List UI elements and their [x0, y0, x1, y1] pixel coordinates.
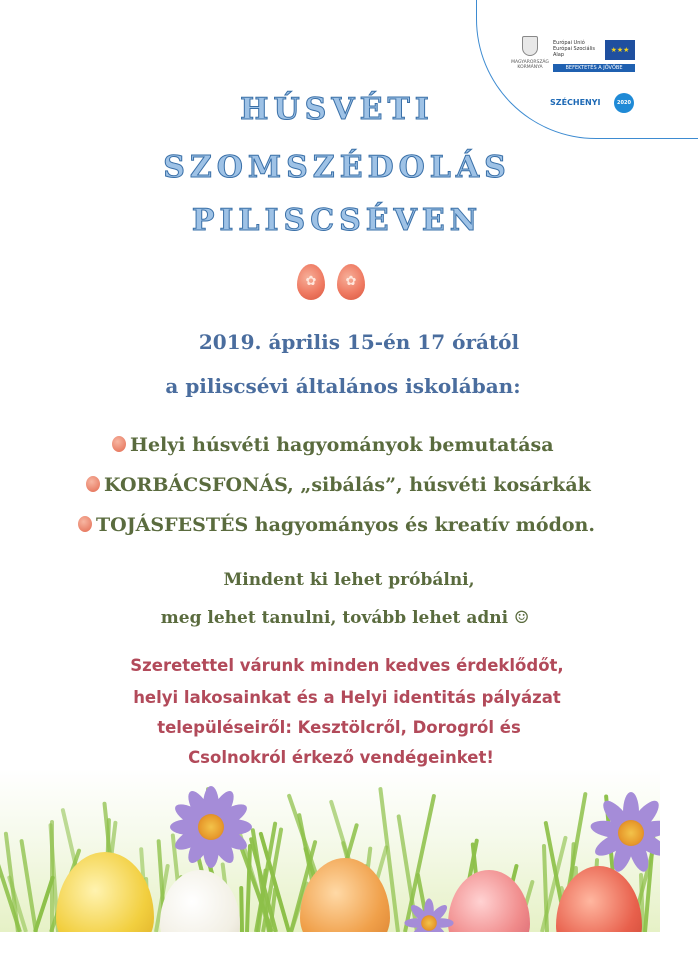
title-line-1: HÚSVÉTI [240, 92, 434, 127]
eu-text: Európai Unió Európai Szociális Alap [553, 40, 595, 58]
event-place: a piliscsévi általános iskolában: [165, 374, 521, 398]
government-crest-logo [500, 36, 560, 70]
purple-flower-image [588, 790, 660, 876]
crest-text: MAGYARORSZÁG KORMÁNYA [511, 60, 549, 70]
invitation-line-4: Csolnokról érkező vendégeinket! [188, 748, 494, 767]
purple-flower-image [168, 784, 254, 870]
activity-item [86, 474, 591, 502]
easter-grass-illustration [0, 770, 660, 932]
event-date: 2019. április 15-én 17 órától [198, 330, 520, 354]
egg-bullet-icon [112, 436, 126, 452]
invitation-line-1: Szeretettel várunk minden kedves érdeklődőt, [130, 656, 564, 675]
egg-bullet-icon [78, 516, 92, 532]
crest-icon [522, 36, 538, 56]
purple-flower-image [403, 897, 455, 932]
szechenyi-text: SZÉCHENYI [550, 98, 601, 107]
invitation-line-2: helyi lakosainkat és a Helyi identitás pályázat [133, 688, 561, 707]
activity-item [78, 514, 595, 542]
title-line-3: PILISCSÉVEN [191, 203, 483, 238]
try-text-line-2: meg lehet tanulni, tovább lehet adni ☺ [160, 608, 530, 628]
activity-item [112, 434, 554, 462]
activity-text: TOJÁSFESTÉS hagyományos és kreatív módon. [96, 514, 595, 536]
easter-egg-icon: ✿ [297, 264, 325, 300]
eu-logo [553, 40, 637, 74]
szechenyi-badge: 2020 [614, 93, 634, 113]
activity-text: KORBÁCSFONÁS, „sibálás”, húsvéti kosárkák [104, 474, 591, 496]
invitation-line-3: településeiről: Kesztölcről, Dorogról és [157, 718, 521, 737]
egg-bullet-icon [86, 476, 100, 492]
activity-text: Helyi húsvéti hagyományok bemutatása [130, 434, 554, 456]
easter-egg-icon: ✿ [337, 264, 365, 300]
try-text-line-1: Mindent ki lehet próbálni, [223, 570, 475, 590]
eu-flag-icon: ★★★ [605, 40, 635, 60]
eu-banner: BEFEKTETÉS A JÖVŐBE [553, 64, 635, 72]
title-line-2: SZOMSZÉDOLÁS [163, 150, 511, 185]
